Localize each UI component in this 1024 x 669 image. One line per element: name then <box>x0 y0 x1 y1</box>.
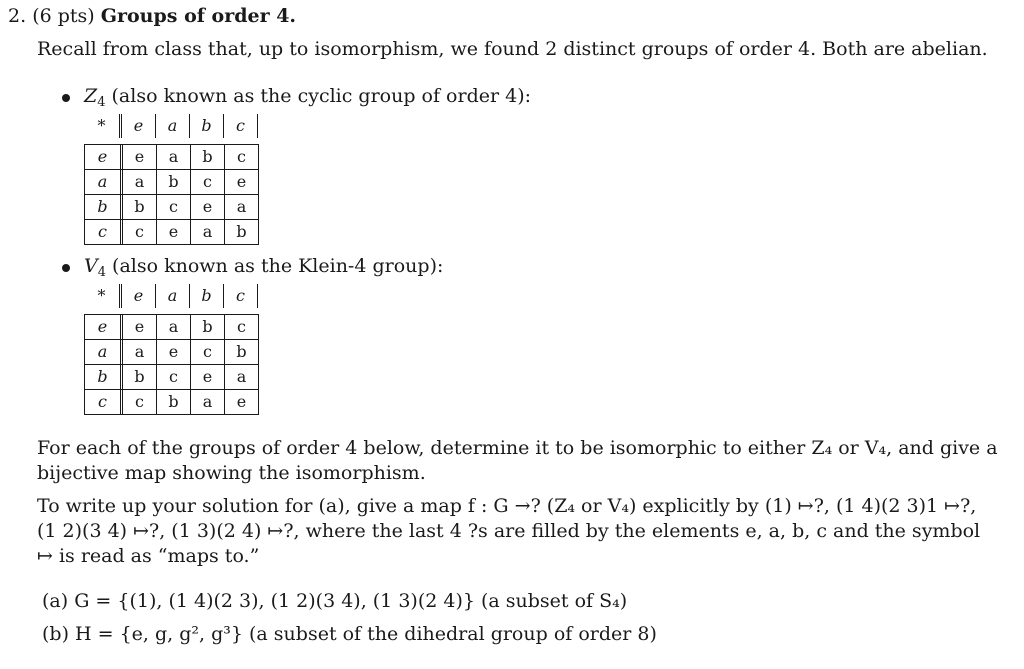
instruction-line: bijective map showing the isomorphism. <box>37 462 426 484</box>
table-cell: b <box>191 145 225 169</box>
table-column-header: e <box>122 284 156 308</box>
table-cell: a <box>225 195 259 219</box>
table-row-label: c <box>85 390 123 414</box>
table-row-label: a <box>85 340 123 364</box>
writeup-line: ↦ is read as “maps to.” <box>37 545 260 567</box>
table-row <box>85 220 259 245</box>
table-cell: a <box>157 315 191 339</box>
problem-number: 2. <box>8 5 27 27</box>
instruction-line: For each of the groups of order 4 below, determine it to be isomorphic to either Z₄ or V₄, and give a <box>37 437 998 459</box>
problem-heading <box>8 4 296 29</box>
table-column-header: b <box>190 284 224 308</box>
table-cell: c <box>191 170 225 194</box>
table-cell: a <box>225 365 259 389</box>
table-cell: b <box>191 315 225 339</box>
table-row <box>85 145 259 170</box>
table-cell: e <box>225 390 259 414</box>
table-cell: a <box>191 390 225 414</box>
table-operator: * <box>84 114 122 138</box>
part-b: (b) H = {e, g, g², g³} (a subset of the dihedral group of order 8) <box>42 623 657 645</box>
cayley-table-z4 <box>84 114 259 245</box>
table-cell: c <box>123 390 157 414</box>
table-row <box>85 315 259 340</box>
table-cell: b <box>225 220 259 244</box>
group-symbol: V <box>84 255 98 277</box>
table-row <box>85 390 259 415</box>
table-column-header: b <box>190 114 224 138</box>
table-cell: a <box>123 340 157 364</box>
problem-points: (6 pts) <box>32 5 95 27</box>
table-cell: b <box>157 390 191 414</box>
bullet-z4 <box>84 84 531 115</box>
table-cell: c <box>225 145 259 169</box>
table-row <box>85 170 259 195</box>
table-cell: c <box>191 340 225 364</box>
table-row-label: a <box>85 170 123 194</box>
table-row-label: c <box>85 220 123 244</box>
bullet-dot-icon <box>62 94 70 102</box>
table-cell: e <box>157 340 191 364</box>
table-column-header: a <box>156 114 190 138</box>
table-cell: e <box>123 145 157 169</box>
recall-paragraph: Recall from class that, up to isomorphism, we found 2 distinct groups of order 4. Both are abelian. <box>37 38 988 60</box>
cayley-table-v4 <box>84 284 259 415</box>
bullet-v4 <box>84 254 443 285</box>
table-column-header: c <box>224 284 258 308</box>
group-subscript: 4 <box>97 95 106 110</box>
part-a: (a) G = {(1), (1 4)(2 3), (1 2)(3 4), (1 3)(2 4)} (a subset of S₄) <box>42 590 628 612</box>
table-header-row <box>84 114 259 138</box>
bullet-text: (also known as the Klein-4 group): <box>106 255 444 277</box>
table-cell: b <box>225 340 259 364</box>
table-row <box>85 195 259 220</box>
table-cell: e <box>191 365 225 389</box>
group-subscript: 4 <box>97 265 107 280</box>
table-header-row <box>84 284 259 308</box>
bullet-dot-icon <box>62 264 70 272</box>
table-cell: a <box>123 170 157 194</box>
table-operator: * <box>84 284 122 308</box>
table-cell: e <box>191 195 225 219</box>
table-cell: e <box>225 170 259 194</box>
group-symbol: Z <box>84 85 98 107</box>
table-cell: e <box>157 220 191 244</box>
table-cell: a <box>191 220 225 244</box>
table-body <box>84 314 259 415</box>
table-column-header: e <box>122 114 156 138</box>
table-cell: b <box>157 170 191 194</box>
table-cell: c <box>225 315 259 339</box>
table-row <box>85 365 259 390</box>
writeup-line: To write up your solution for (a), give a map f : G →? (Z₄ or V₄) explicitly by (1) ↦?, (1 4)(2 3)1 ↦?, <box>37 495 977 517</box>
table-cell: e <box>123 315 157 339</box>
table-row-label: e <box>85 315 123 339</box>
table-body <box>84 144 259 245</box>
table-column-header: c <box>224 114 258 138</box>
table-cell: b <box>123 365 157 389</box>
table-cell: c <box>123 220 157 244</box>
table-row-label: b <box>85 195 123 219</box>
bullet-text: (also known as the cyclic group of order 4): <box>105 85 532 107</box>
table-row <box>85 340 259 365</box>
table-row-label: e <box>85 145 123 169</box>
table-cell: a <box>157 145 191 169</box>
problem-title: Groups of order 4. <box>100 5 297 27</box>
table-column-header: a <box>156 284 190 308</box>
table-cell: c <box>157 195 191 219</box>
writeup-line: (1 2)(3 4) ↦?, (1 3)(2 4) ↦?, where the last 4 ?s are filled by the elements e, a, b, c and the symbol <box>37 520 981 542</box>
table-row-label: b <box>85 365 123 389</box>
table-cell: b <box>123 195 157 219</box>
table-cell: c <box>157 365 191 389</box>
